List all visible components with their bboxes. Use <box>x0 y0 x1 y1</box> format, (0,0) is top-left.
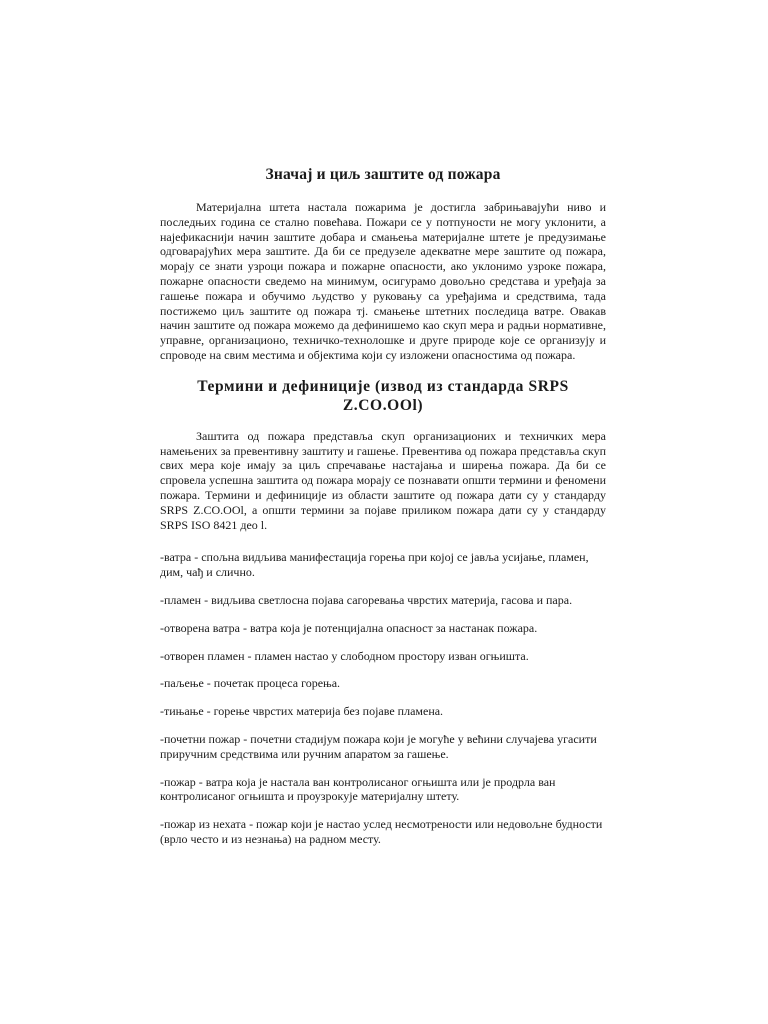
definition-item: -почетни пожар - почетни стадијум пожара који је могуће у већини случајева угасити приручним средствима или ручним апаратом за гашење. <box>160 731 597 761</box>
definition-item: -отворена ватра - ватра која је потенцијална опасност за настанак пожара. <box>160 620 538 635</box>
definition-item: -паљење - почетак процеса горења. <box>160 676 341 691</box>
definition-item: -ватра - спољна видљива манифестација горења при којој се јавља усијање, пламен, дим, чађ и слично. <box>160 550 589 580</box>
definition-item: -пламен - видљива светлосна појава сагоревања чврстих материја, гасова и пара. <box>160 592 573 607</box>
document-content <box>160 166 606 860</box>
section-paragraph: Заштита од пожара представља скуп организационих и техничких мера намењених за превентивну заштиту и гашење. Превентива од пожара представља скуп свих мера које имају за циљ спречавање настајања и ширења пожара. Да би се спровела успешна заштита од пожара морају се познавати општи термини и феномени пожара. Термини и дефиниције из области заштите од пожара дати су у стандарду SRPS Z.CO.OOl, а општи термини за појаве приликом пожара дати су у стандарду SRPS ISO 8421 део l. <box>160 428 606 532</box>
definitions-list <box>160 550 606 846</box>
intro-paragraph: Материјална штета настала пожарима је достигла забрињавајући ниво и последњих година се стално повећава. Пожари се у потпуности не могу уклонити, а најефикаснији начин заштите добара и смањења материјалне штете је предузимање одговарајућих мера заштите. Да би се предузеле адекватне мере заштите од пожара, морају се знати узроци пожара и пожарне опасности, ако уклонимо узроке пожара, пожарне опасности сведемо на минимум, осигурамо довољно средстава и уређаја за гашење пожара и обучимо људство у руковању са уређајима и средствима, тада постижемо циљ заштите од пожара тј. смањење штетних последица ватре. Овакав начин заштите од пожара можемо да дефинишемо као скуп мера и радњи нормативне, управне, организационо, техничко-технолошке и друге природе које се организују и спроводе на свим местима и објектима који су изложени опасностима од пожара. <box>160 200 606 362</box>
definition-item: -пожар - ватра која је настала ван контролисаног огњишта или је продрла ван контролисаног огњишта и проузрокује материјалну штету. <box>160 774 556 804</box>
section-heading: Термини и дефиниције (извод из стандарда SRPS Z.CO.OOl) <box>197 377 569 414</box>
definition-item: -пожар из нехата - пожар који је настао услед несмотрености или недовољне будности (врло често и из незнања) на радном месту. <box>160 817 603 846</box>
definition-item: -тињање - горење чврстих материја без појаве пламена. <box>160 704 444 719</box>
definition-item: -отворен пламен - пламен настао у слободном простору изван огњишта. <box>160 648 529 663</box>
document-title: Значај и циљ заштите од пожара <box>265 166 501 183</box>
